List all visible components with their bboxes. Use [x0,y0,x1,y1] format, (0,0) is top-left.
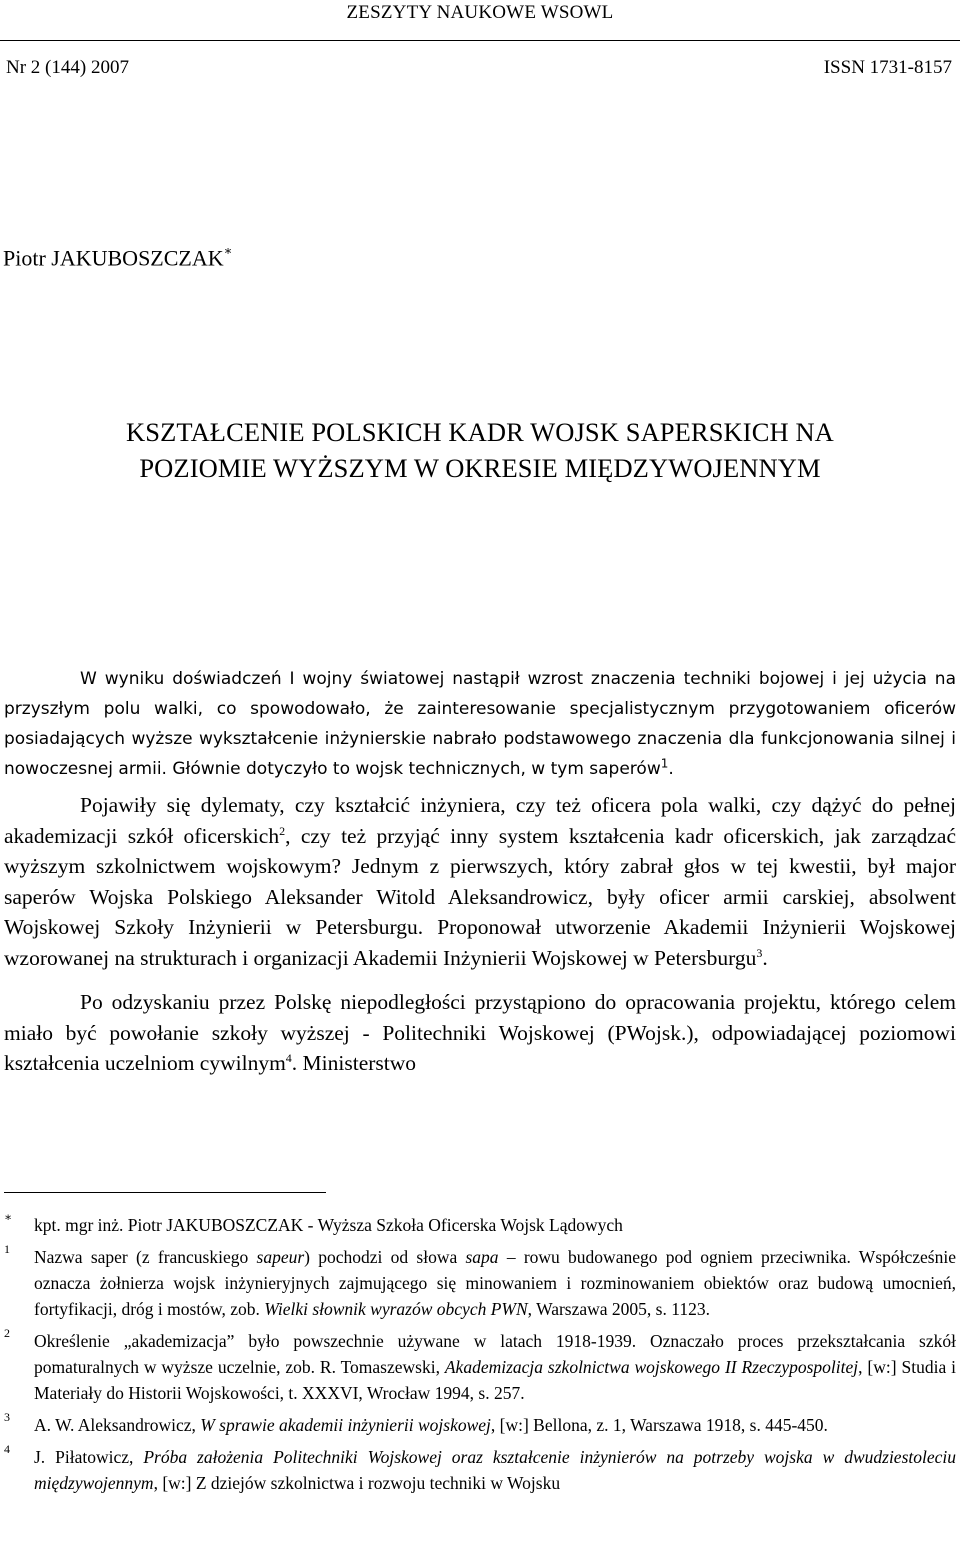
title-line-1: KSZTAŁCENIE POLSKICH KADR WOJSK SAPERSKICH NA [126,417,834,447]
footnote-text: , Warszawa 2005, s. 1123. [527,1299,710,1319]
journal-name: ZESZYTY NAUKOWE WSOWL [346,2,614,23]
issue-number: Nr 2 (144) 2007 [6,57,129,78]
p3-part1: Po odzyskaniu przez Polskę niepodległości przystąpiono do opracowania projektu, którego celem miało być powołanie szkoły wyższej - Politechniki Wojskowej (PWojsk.), odpowiadającej poziomowi kształcenia uczelniom cywilnym [4,990,956,1075]
footnote-text: A. W. Aleksandrowicz, [34,1415,201,1435]
author-line [3,245,232,271]
footnote-text: kpt. mgr inż. Piotr JAKUBOSZCZAK - Wyższa Szkoła Oficerska Wojsk Lądowych [34,1215,623,1235]
paragraph-3 [4,987,956,1079]
footnote-separator [4,1192,326,1193]
article-body [4,664,956,1079]
p2-end: . [762,945,768,970]
header-rule [0,40,960,41]
issn: ISSN 1731-8157 [823,57,952,78]
footnote-ref-3: 3 [756,945,763,960]
footnote-text: , [w:] Studia i Materiały do Historii Wojskowości, t. XXXVI, Wrocław 1994, s. 257. [34,1357,956,1403]
footnote-2 [4,1328,956,1406]
author-footnote-mark: ∗ [223,243,233,258]
main-text [4,790,956,1079]
footnote-text: , [w:] Z dziejów szkolnictwa i rozwoju techniki w Wojsku [153,1473,561,1493]
footnote-text: J. Piłatowicz, [34,1447,144,1467]
article-title [0,414,960,486]
abstract-text: W wyniku doświadczeń I wojny światowej nastąpił wzrost znaczenia techniki bojowej i jej użycia na przyszłym polu walki, co spowodowało, że zainteresowanie specjalistycznym przygotowaniem oficerów posiadających wyższe wykształcenie inżynierskie nabrało podstawowego znaczenia dla funkcjonowania silnej i nowoczesnej armii. Głównie dotyczyło to wojsk technicznych, w tym saperów [4,669,956,779]
p3-part2: . Ministerstwo [291,1051,417,1075]
abstract-end: . [668,759,674,779]
p2-part1: Pojawiły się dylematy, czy kształcić inżyniera, czy też oficera pola walki, czy dążyć do pełnej akademizacji szkół oficerskich [4,793,956,848]
footnote-italic: Próba założenia Politechniki Wojskowej oraz kształcenie inżynierów na potrzeby wojska w dwudziestoleciu międzywojennym [34,1447,956,1493]
footnote-italic: sapeur [256,1247,305,1267]
footnote-text: ) pochodzi od słowa [304,1247,466,1267]
footnote-3 [4,1412,956,1438]
paragraph-2 [4,790,956,973]
footnote-ref-4: 4 [285,1050,292,1065]
footnote-ref-1: 1 [660,756,669,771]
footnote-author [4,1212,956,1238]
footnote-italic: W sprawie akademii inżynierii wojskowej [200,1415,491,1435]
footnote-mark: 4 [4,1442,10,1456]
p2-part2: , czy też przyjąć inny system kształcenia kadr oficerskich, jak zarządzać wyższym szkolnictwem wojskowym? Jednym z pierwszych, który zabrał głos w tej kwestii, był major saperów Wojska Polskiego Aleksander Witold Aleksandrowicz, były oficer armii carskiej, absolwent Wojskowej Szkoły Inżynierii w Petersburgu. Proponował utworzenie Akademii Inżynierii Wojskowej wzorowanej na strukturach i organizacji Akademii Inżynierii Wojskowej w Petersburgu [4,823,956,970]
footnote-mark: 1 [4,1242,10,1256]
abstract-block [4,664,956,784]
footnote-mark: ∗ [4,1210,13,1224]
footnote-ref-2: 2 [279,823,286,838]
title-line-2: POZIOMIE WYŻSZYM W OKRESIE MIĘDZYWOJENNYM [139,453,821,483]
footnote-1 [4,1244,956,1322]
author-name: Piotr JAKUBOSZCZAK [3,245,224,271]
footnote-text: , [w:] Bellona, z. 1, Warszawa 1918, s. 445-450. [490,1415,828,1435]
abstract-paragraph [4,664,956,784]
footnote-mark: 2 [4,1326,10,1340]
footnote-mark: 3 [4,1410,10,1424]
footnotes [4,1212,956,1502]
footnote-text: Nazwa saper (z francuskiego [34,1247,257,1267]
footnote-text: – rowu budowanego pod ogniem przeciwnika. Współcześnie oznacza żołnierza wojsk inżynieryjnych zajmującego się minowaniem i rozminowaniem obiektów oraz budową umocnień, fortyfikacji, dróg i mostów, zob. [34,1247,956,1319]
footnote-text: Określenie „akademizacja” było powszechnie używane w latach 1918-1939. Oznaczało proces przekształcania szkół pomaturalnych w wyższe uczelnie, zob. R. Tomaszewski, [34,1331,956,1377]
footnote-italic: Akademizacja szkolnictwa wojskowego II Rzeczypospolitej [444,1357,859,1377]
footnote-4 [4,1444,956,1496]
footnote-italic: sapa [465,1247,499,1267]
footnote-italic: Wielki słownik wyrazów obcych PWN [264,1299,528,1319]
